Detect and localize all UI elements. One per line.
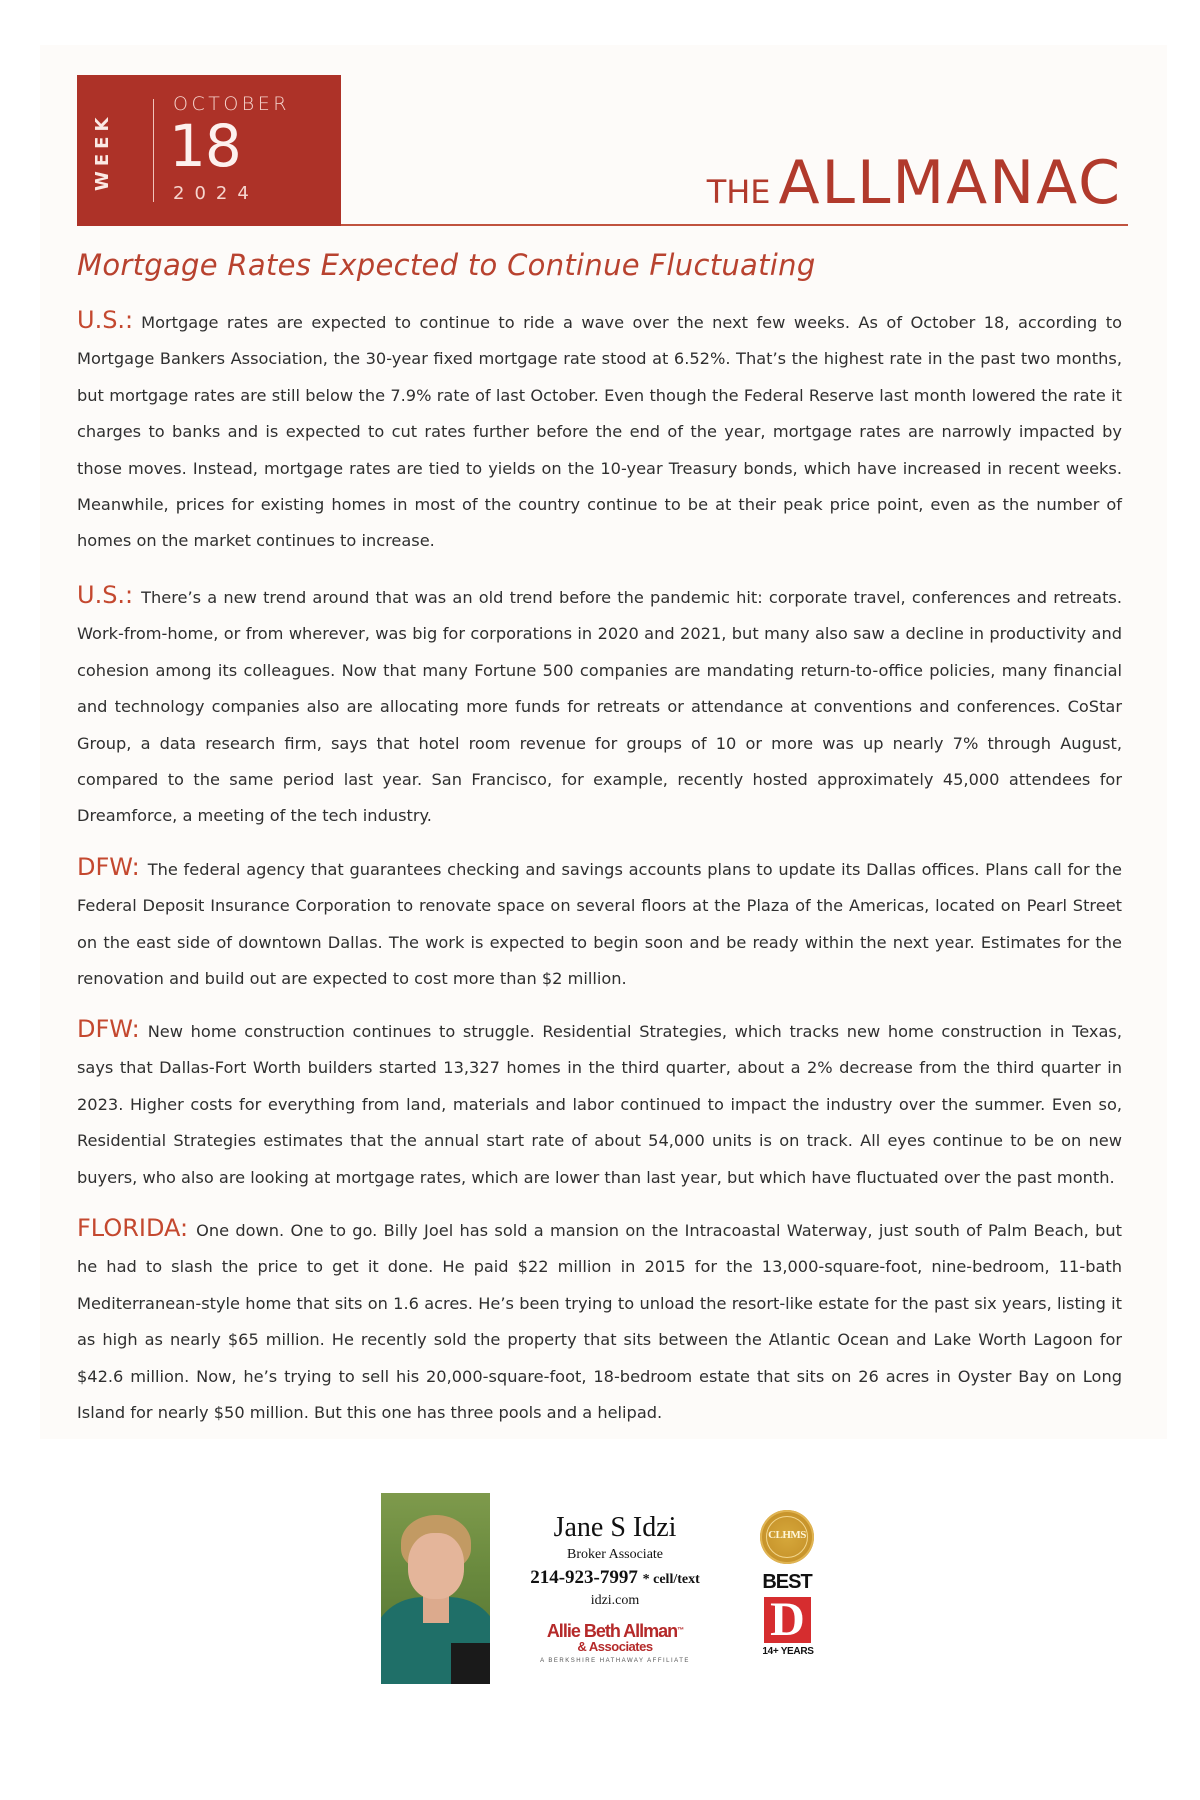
week-day: 18 <box>169 112 241 180</box>
agent-phone-note: * cell/text <box>642 1572 700 1587</box>
masthead-the: THE <box>706 173 771 211</box>
region-tag: DFW: <box>77 1015 140 1043</box>
agent-phone[interactable]: 214-923-7997 <box>530 1567 638 1588</box>
years-label: 14+ YEARS <box>762 1646 814 1657</box>
d-magazine-logo-icon <box>764 1593 811 1646</box>
week-month: OCTOBER <box>173 93 290 115</box>
agent-photo-shirt <box>451 1643 490 1684</box>
article-headline: Mortgage Rates Expected to Continue Fluctuating <box>77 248 816 282</box>
brokerage-logo <box>500 1622 730 1664</box>
best-label: BEST <box>762 1571 812 1593</box>
news-item-text: The federal agency that guarantees checking and savings accounts plans to update its Dallas offices. Plans call for the Federal Deposit Insurance Corporation to renovate space on several floors at the Plaza of the Americas, located on Pearl Street on the east side of downtown Dallas. The work is expected to begin soon and be ready within the next year. Estimates for the renovation and build out are expected to cost more than $2 million. <box>77 860 1122 989</box>
agent-photo <box>381 1493 490 1684</box>
news-item-text: Mortgage rates are expected to continue to ride a wave over the next few weeks. As of October 18, according to Mortgage Bankers Association, the 30-year fixed mortgage rate stood at 6.52%. That’s the highest rate in the past two months, but mortgage rates are still below the 7.9% rate of last October. Even though the Federal Reserve last month lowered the rate it charges to banks and is expected to cut rates further before the end of the year, mortgage rates are narrowly impacted by those moves. Instead, mortgage rates are tied to yields on the 10-year Treasury bonds, which have increased in recent weeks. Meanwhile, prices for existing homes in most of the country continue to be at their peak price point, even as the number of homes on the market continues to increase. <box>77 313 1122 551</box>
news-item-text: One down. One to go. Billy Joel has sold a mansion on the Intracoastal Waterway, just south of Palm Beach, but he had to slash the price to get it done. He paid $22 million in 2015 for the 13,000-square-foot, nine-bedroom, 11-bath Mediterranean-style home that sits on 1.6 acres. He’s been trying to unload the resort-like estate for the past six years, listing it as high as nearly $65 million. He recently sold the property that sits between the Atlantic Ocean and Lake Worth Lagoon for $42.6 million. Now, he’s trying to sell his 20,000-square-foot, 18-bedroom estate that sits on 26 acres in Oyster Bay on Long Island for nearly $50 million. But this one has three pools and a helipad. <box>77 1221 1122 1423</box>
region-tag: FLORIDA: <box>77 1214 189 1242</box>
news-item <box>77 580 1122 835</box>
masthead-logo <box>707 148 1122 218</box>
news-item <box>77 1213 1122 1431</box>
agent-card <box>500 1512 730 1664</box>
masthead-name: ALLMANAC <box>778 148 1122 218</box>
week-year: 2024 <box>173 183 259 204</box>
brokerage-affiliate: A BERKSHIRE HATHAWAY AFFILIATE <box>540 1658 690 1664</box>
region-tag: DFW: <box>77 853 140 881</box>
week-divider <box>153 99 154 202</box>
clhms-seal-icon <box>760 1510 814 1564</box>
agent-phone-line <box>500 1566 730 1592</box>
news-item <box>77 305 1122 560</box>
week-label: WEEK <box>92 112 113 192</box>
region-tag: U.S.: <box>77 581 134 609</box>
agent-photo-face <box>408 1533 464 1599</box>
news-item-text: There’s a new trend around that was an old trend before the pandemic hit: corporate travel, conferences and retreats. Work-from-home, or from wherever, was big for corporations in 2020 and 2021, but many also saw a decline in productivity and cohesion among its colleagues. Now that many Fortune 500 companies are mandating return-to-office policies, many financial and technology companies also are allocating more funds for retreats or attendance at conventions and conferences. CoStar Group, a data research firm, says that hotel room revenue for groups of 10 or more was up nearly 7% through August, compared to the same period last year. San Francisco, for example, recently hosted approximately 45,000 attendees for Dreamforce, a meeting of the tech industry. <box>77 588 1122 826</box>
week-date-box <box>77 75 341 226</box>
seal-text: CLHMS <box>768 1529 806 1541</box>
brokerage-sub: & Associates <box>577 1639 653 1654</box>
agent-title: Broker Associate <box>566 1547 664 1562</box>
news-item <box>77 1014 1122 1196</box>
trademark-symbol: ™ <box>677 1627 684 1634</box>
d-letter: D <box>770 1593 805 1646</box>
header-rule <box>341 224 1128 226</box>
news-item-text: New home construction continues to struggle. Residential Strategies, which tracks new home construction in Texas, says that Dallas-Fort Worth builders started 13,327 homes in the third quarter, about a 2% decrease from the third quarter in 2023. Higher costs for everything from land, materials and labor continued to impact the industry over the summer. Even so, Residential Strategies estimates that the annual start rate of about 54,000 units is on track. All eyes continue to be on new buyers, who also are looking at mortgage rates, which are lower than last year, but which have fluctuated over the past month. <box>77 1022 1122 1187</box>
news-item <box>77 852 1122 998</box>
agent-website-link[interactable]: idzi.com <box>590 1593 640 1608</box>
region-tag: U.S.: <box>77 306 134 334</box>
agent-name: Jane S Idzi <box>553 1512 677 1543</box>
brokerage-name: Allie Beth Allman <box>546 1621 678 1641</box>
